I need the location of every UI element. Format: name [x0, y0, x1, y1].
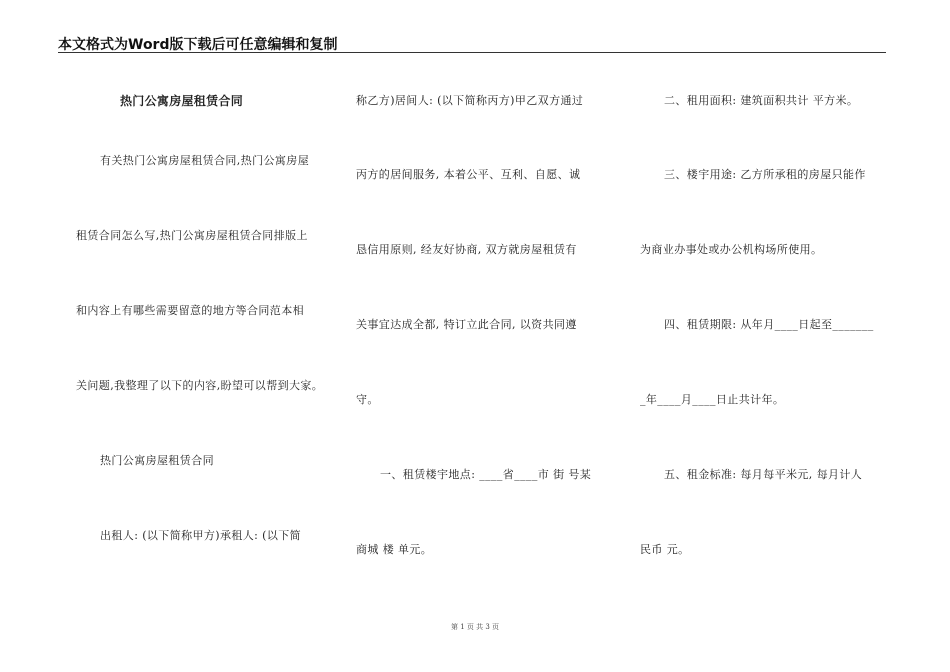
clause-line: 四、租赁期限: 从年月____日起至_______	[664, 318, 874, 331]
paragraph-line: 丙方的居间服务, 本着公平、互利、自愿、诚	[356, 168, 581, 181]
paragraph-line: 和内容上有哪些需要留意的地方等合同范本相	[76, 304, 304, 317]
paragraph-line: 租赁合同怎么写,热门公寓房屋租赁合同排版上	[76, 229, 308, 242]
header-divider	[58, 52, 886, 53]
clause-line: 五、租金标准: 每月每平米元, 每月计人	[664, 468, 863, 481]
document-title: 热门公寓房屋租赁合同	[120, 94, 244, 108]
paragraph-line: 民币 元。	[640, 543, 690, 556]
clause-line: 二、租用面积: 建筑面积共计 平方米。	[664, 94, 859, 107]
paragraph-line: _年____月____日止共计年。	[640, 393, 785, 406]
paragraph-line: 有关热门公寓房屋租赁合同,热门公寓房屋	[100, 154, 310, 167]
page-number-footer: 第 1 页 共 3 页	[450, 623, 500, 631]
clause-line: 三、楼宇用途: 乙方所承租的房屋只能作	[664, 168, 866, 181]
paragraph-line: 恳信用原则, 经友好协商, 双方就房屋租赁有	[356, 243, 577, 256]
paragraph-line: 关问题,我整理了以下的内容,盼望可以帮到大家。	[76, 379, 324, 392]
paragraph-line: 为商业办事处或办公机构场所使用。	[640, 243, 823, 256]
section-heading: 热门公寓房屋租赁合同	[100, 454, 214, 467]
document-header: 本文格式为Word版下载后可任意编辑和复制	[58, 37, 338, 53]
paragraph-line: 商城 楼 单元。	[356, 543, 433, 556]
paragraph-line: 守。	[356, 393, 379, 406]
paragraph-line: 出租人: (以下简称甲方)承租人: (以下简	[100, 529, 302, 542]
paragraph-line: 关事宜达成全都, 特订立此合同, 以资共同遵	[356, 318, 577, 331]
clause-line: 一、租赁楼宇地点: ____省____市 街 号某	[380, 468, 592, 481]
paragraph-line: 称乙方)居间人: (以下简称丙方)甲乙双方通过	[356, 94, 584, 107]
